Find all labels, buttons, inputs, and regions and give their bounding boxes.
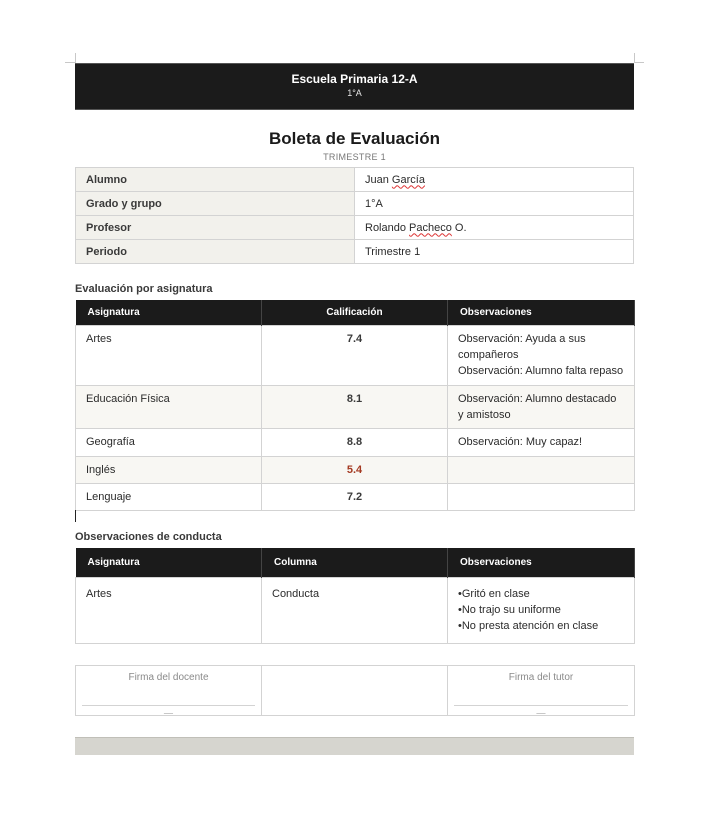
teacher-signature-cell[interactable] bbox=[76, 666, 262, 716]
score-cell[interactable]: 7.4 bbox=[262, 326, 448, 386]
crop-mark bbox=[634, 62, 644, 63]
table-row bbox=[76, 326, 635, 386]
score-cell[interactable]: 8.1 bbox=[262, 386, 448, 429]
grades-table bbox=[75, 300, 635, 511]
tutor-signature-cell[interactable] bbox=[448, 666, 635, 716]
observation-text: Observación: Alumno falta repaso bbox=[458, 365, 624, 377]
column-header: Calificación bbox=[262, 300, 448, 326]
signature-row bbox=[76, 666, 635, 716]
observation-cell[interactable] bbox=[448, 484, 635, 511]
info-value[interactable]: 1°A bbox=[355, 192, 634, 216]
page-title: Boleta de Evaluación bbox=[269, 129, 440, 148]
subject-cell[interactable]: Educación Física bbox=[76, 386, 262, 429]
info-label: Periodo bbox=[76, 240, 355, 264]
school-name: Escuela Primaria 12-A bbox=[291, 72, 418, 86]
info-value[interactable]: Rolando Pacheco O. bbox=[355, 216, 634, 240]
info-row bbox=[76, 240, 634, 264]
list-item: • No trajo su uniforme bbox=[458, 602, 624, 618]
crop-mark bbox=[75, 53, 76, 63]
observation-text: Observación: Muy capaz! bbox=[458, 436, 583, 448]
info-row bbox=[76, 192, 634, 216]
column-header: Columna bbox=[262, 548, 448, 578]
table-row bbox=[76, 386, 635, 429]
subject-cell[interactable]: Artes bbox=[76, 578, 262, 644]
score-cell[interactable]: 5.4 bbox=[262, 457, 448, 484]
subject-cell[interactable]: Artes bbox=[76, 326, 262, 386]
table-row bbox=[76, 484, 635, 511]
info-label: Grado y grupo bbox=[76, 192, 355, 216]
title-block bbox=[75, 129, 634, 162]
observation-cell[interactable] bbox=[448, 326, 635, 386]
subject-cell[interactable]: Inglés bbox=[76, 457, 262, 484]
column-header: Asignatura bbox=[76, 300, 262, 326]
observation-cell[interactable] bbox=[448, 429, 635, 457]
crop-mark bbox=[65, 62, 75, 63]
info-label: Profesor bbox=[76, 216, 355, 240]
observation-cell[interactable] bbox=[448, 386, 635, 429]
table-row bbox=[76, 429, 635, 457]
info-value-part: García bbox=[391, 173, 425, 186]
info-label: Alumno bbox=[76, 168, 355, 192]
info-row bbox=[76, 216, 634, 240]
observation-text: Observación: Ayuda a sus compañeros bbox=[458, 333, 586, 361]
info-value[interactable]: Juan García bbox=[355, 168, 634, 192]
conduct-observations-cell[interactable] bbox=[448, 578, 635, 644]
conduct-header-row bbox=[76, 548, 635, 578]
column-header: Observaciones bbox=[448, 300, 635, 326]
empty-signature-cell bbox=[262, 666, 448, 716]
info-value-part: Pacheco bbox=[409, 221, 452, 234]
tutor-signature-label: Firma del tutor bbox=[508, 672, 574, 683]
conduct-section-title: Observaciones de conducta bbox=[75, 531, 222, 543]
observation-cell[interactable] bbox=[448, 457, 635, 484]
footer-band bbox=[75, 737, 634, 755]
signature-table bbox=[75, 665, 635, 716]
score-cell[interactable]: 8.8 bbox=[262, 429, 448, 457]
school-group: 1°A bbox=[347, 88, 362, 98]
column-header: Observaciones bbox=[448, 548, 635, 578]
page-subtitle: TRIMESTRE 1 bbox=[323, 152, 386, 162]
signature-dash: __ bbox=[536, 705, 546, 714]
student-info-table bbox=[75, 167, 634, 264]
table-row bbox=[76, 578, 635, 644]
score-cell[interactable]: 7.2 bbox=[262, 484, 448, 511]
school-header bbox=[75, 63, 634, 110]
list-item: • Gritó en clase bbox=[458, 586, 624, 602]
grades-section-title: Evaluación por asignatura bbox=[75, 283, 213, 295]
subject-cell[interactable]: Geografía bbox=[76, 429, 262, 457]
conduct-list bbox=[458, 586, 624, 634]
info-value[interactable]: Trimestre 1 bbox=[355, 240, 634, 264]
list-item: • No presta atención en clase bbox=[458, 618, 624, 634]
column-header: Asignatura bbox=[76, 548, 262, 578]
observation-text: Observación: Alumno destacado y amistoso bbox=[458, 393, 617, 421]
signature-dash: __ bbox=[164, 705, 173, 714]
column-cell[interactable]: Conducta bbox=[262, 578, 448, 644]
text-cursor bbox=[75, 510, 76, 522]
subject-cell[interactable]: Lenguaje bbox=[76, 484, 262, 511]
grades-header-row bbox=[76, 300, 635, 326]
info-row bbox=[76, 168, 634, 192]
teacher-signature-label: Firma del docente bbox=[128, 672, 209, 683]
table-row bbox=[76, 457, 635, 484]
document-page bbox=[75, 63, 634, 755]
conduct-table bbox=[75, 548, 635, 644]
